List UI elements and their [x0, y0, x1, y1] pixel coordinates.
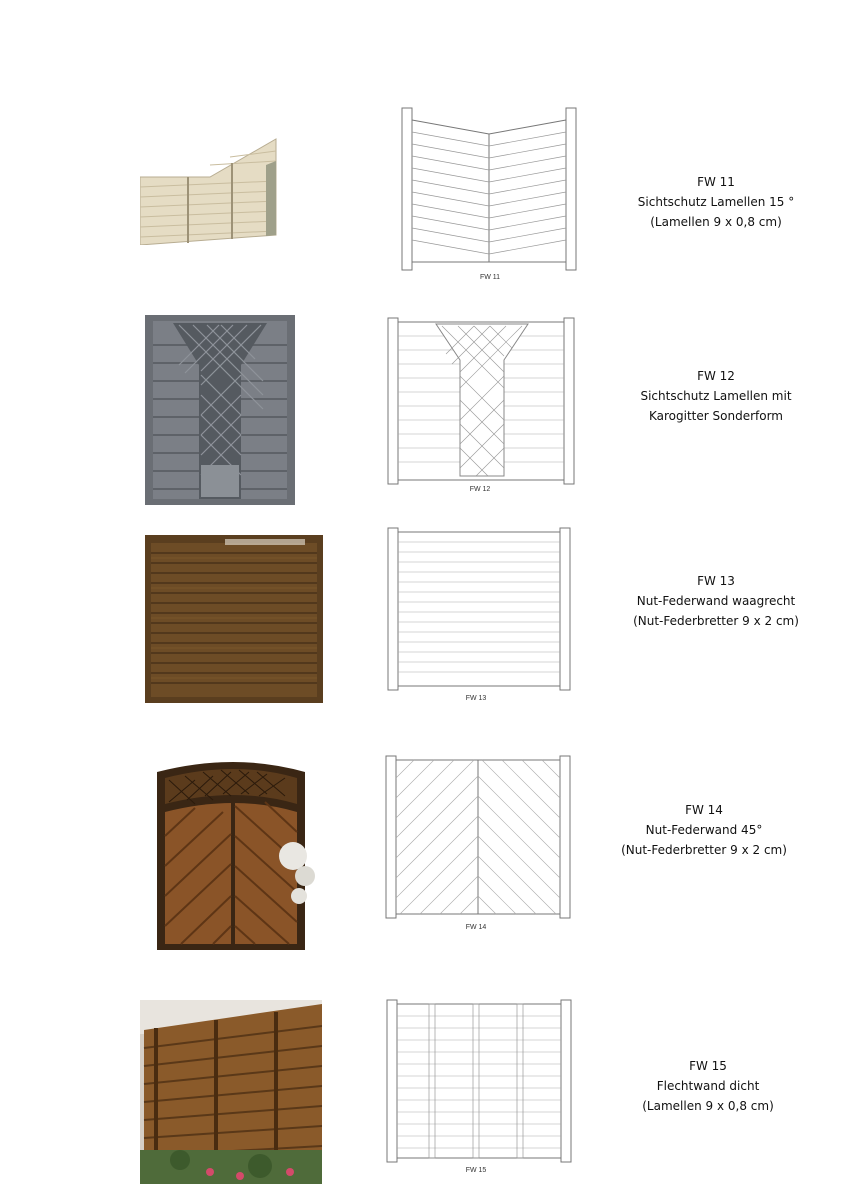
product-fw15-description — [598, 1056, 818, 1116]
product-line1: Nut-Federwand 45° — [645, 823, 763, 837]
product-line2: (Lamellen 9 x 0,8 cm) — [650, 215, 782, 229]
drawing-fw14 — [384, 754, 572, 920]
drawing-fw13 — [386, 526, 572, 692]
product-line2: (Nut-Federbretter 9 x 2 cm) — [633, 614, 799, 628]
drawing-fw15 — [385, 998, 573, 1164]
product-fw12-description — [606, 366, 826, 426]
drawing-fw11 — [400, 106, 578, 272]
product-title: FW 11 — [697, 175, 735, 189]
product-line2: (Lamellen 9 x 0,8 cm) — [642, 1099, 774, 1113]
photo-fw14 — [155, 756, 315, 952]
photo-fw13 — [145, 535, 323, 703]
drawing-label-fw14: FW 14 — [465, 924, 487, 931]
photo-fw12 — [145, 315, 295, 505]
product-title: FW 13 — [697, 574, 735, 588]
product-line2: Karogitter Sonderform — [649, 409, 783, 423]
product-line2: (Nut-Federbretter 9 x 2 cm) — [621, 843, 787, 857]
drawing-fw12 — [386, 316, 578, 486]
drawing-label-fw12: FW 12 — [469, 486, 491, 493]
product-title: FW 12 — [697, 369, 735, 383]
product-line1: Sichtschutz Lamellen mit — [640, 389, 792, 403]
drawing-label-fw11: FW 11 — [479, 274, 501, 281]
product-title: FW 15 — [689, 1059, 727, 1073]
product-line1: Sichtschutz Lamellen 15 ° — [637, 195, 795, 209]
product-title: FW 14 — [685, 803, 723, 817]
drawing-label-fw13: FW 13 — [465, 695, 487, 702]
photo-fw11 — [140, 135, 280, 245]
product-line1: Nut-Federwand waagrecht — [636, 594, 796, 608]
photo-fw15 — [140, 1000, 322, 1184]
product-fw13-description — [606, 571, 826, 631]
product-fw11-description — [606, 172, 826, 232]
product-fw14-description — [594, 800, 814, 860]
product-line1: Flechtwand dicht — [656, 1079, 760, 1093]
drawing-label-fw15: FW 15 — [465, 1167, 487, 1174]
